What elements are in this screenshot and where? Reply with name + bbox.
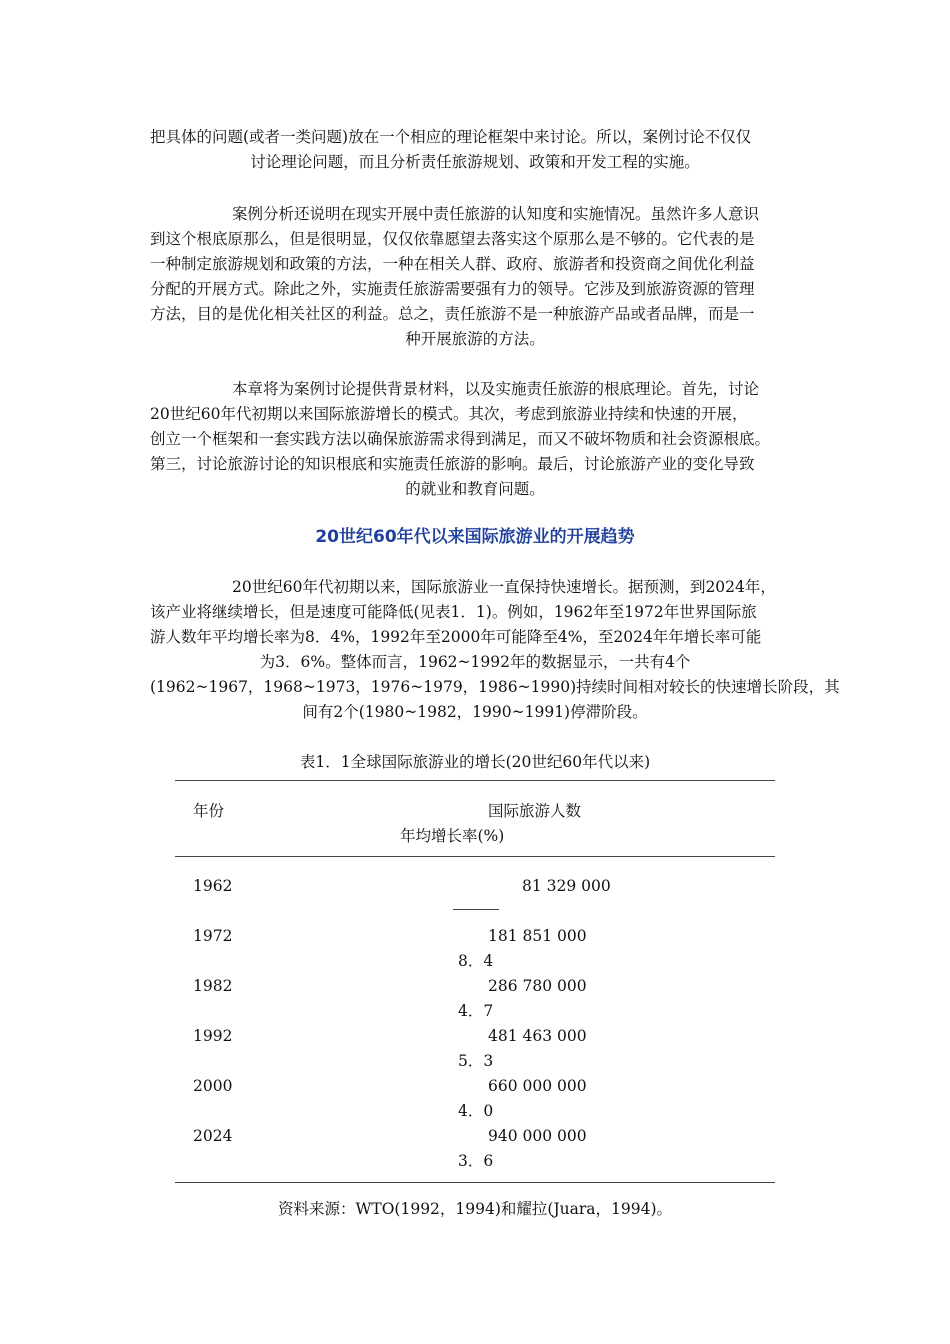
paragraph-4-line-3: 游人数年平均增长率为8．4%，1992年至2000年可能降至4%，至2024年年增长率可能 — [150, 628, 762, 646]
paragraph-2-line-4: 分配的开展方式。除此之外，实施责任旅游需要强有力的领导。它涉及到旅游资源的管理 — [150, 280, 755, 298]
table-top-rule — [175, 780, 775, 781]
row-2000-rate: 4．0 — [458, 1102, 494, 1120]
row-1982-year: 1982 — [193, 977, 233, 995]
paragraph-4-line-2: 该产业将继续增长，但是速度可能降低(见表1．1)。例如，1962年至1972年世界国际旅 — [150, 603, 757, 621]
table-bottom-rule — [175, 1182, 775, 1183]
row-1982-rate: 4．7 — [458, 1002, 494, 1020]
paragraph-2-line-1: 案例分析还说明在现实开展中责任旅游的认知度和实施情况。虽然许多人意识 — [232, 205, 760, 223]
paragraph-3-line-2: 20世纪60年代初期以来国际旅游增长的模式。其次，考虑到旅游业持续和快速的开展， — [150, 405, 748, 423]
table-caption: 表1．1全球国际旅游业的增长(20世纪60年代以来) — [299, 753, 651, 771]
header-arrivals: 国际旅游人数 — [488, 802, 582, 820]
row-2000-year: 2000 — [193, 1077, 233, 1095]
section-heading: 20世纪60年代以来国际旅游业的开展趋势 — [315, 527, 635, 547]
row-1992-year: 1992 — [193, 1027, 233, 1045]
paragraph-4-line-4: 为3．6%。整体而言，1962~1992年的数据显示，一共有4个 — [259, 653, 691, 671]
row-2000-arrivals: 660 000 000 — [488, 1077, 587, 1095]
paragraph-1-line-1: 把具体的问题(或者一类问题)放在一个相应的理论框架中来讨论。所以，案例讨论不仅仅 — [150, 128, 752, 146]
row-1972-arrivals: 181 851 000 — [488, 927, 587, 945]
paragraph-2-line-2: 到这个根底原那么，但是很明显，仅仅依靠愿望去落实这个原那么是不够的。它代表的是 — [150, 230, 755, 248]
row-1982-arrivals: 286 780 000 — [488, 977, 587, 995]
row-1962-arrivals: 81 329 000 — [522, 877, 611, 895]
row-2024-rate: 3．6 — [458, 1152, 494, 1170]
header-rate: 年均增长率(%) — [400, 827, 505, 845]
paragraph-1-line-2: 讨论理论问题，而且分析责任旅游规划、政策和开发工程的实施。 — [250, 153, 700, 171]
row-1972-year: 1972 — [193, 927, 233, 945]
row-1962-rate-dash — [453, 909, 499, 910]
paragraph-4-line-1: 20世纪60年代初期以来，国际旅游业一直保持快速增长。据预测，到2024年， — [232, 578, 776, 596]
row-1992-arrivals: 481 463 000 — [488, 1027, 587, 1045]
table-source: 资料来源：WTO(1992，1994)和耀拉(Juara，1994)。 — [277, 1200, 673, 1218]
paragraph-3-line-5: 的就业和教育问题。 — [405, 480, 545, 498]
paragraph-2-line-6: 种开展旅游的方法。 — [405, 330, 545, 348]
paragraph-2-line-3: 一种制定旅游规划和政策的方法，一种在相关人群、政府、旅游者和投资商之间优化利益 — [150, 255, 755, 273]
paragraph-2-line-5: 方法，目的是优化相关社区的利益。总之，责任旅游不是一种旅游产品或者品牌，而是一 — [150, 305, 755, 323]
row-1962-year: 1962 — [193, 877, 233, 895]
paragraph-4-line-5: (1962~1967，1968~1973，1976~1979，1986~1990)持续时间相对较长的快速增长阶段，其 — [150, 678, 840, 696]
row-1992-rate: 5．3 — [458, 1052, 494, 1070]
paragraph-4-line-6: 间有2个(1980~1982，1990~1991)停滞阶段。 — [302, 703, 648, 721]
paragraph-3-line-3: 创立一个框架和一套实践方法以确保旅游需求得到满足，而又不破坏物质和社会资源根底。 — [150, 430, 771, 448]
row-2024-arrivals: 940 000 000 — [488, 1127, 587, 1145]
table-header-rule — [175, 856, 775, 857]
header-year: 年份 — [193, 802, 225, 820]
row-1972-rate: 8．4 — [458, 952, 494, 970]
paragraph-3-line-4: 第三，讨论旅游讨论的知识根底和实施责任旅游的影响。最后，讨论旅游产业的变化导致 — [150, 455, 755, 473]
row-2024-year: 2024 — [193, 1127, 233, 1145]
paragraph-3-line-1: 本章将为案例讨论提供背景材料，以及实施责任旅游的根底理论。首先，讨论 — [232, 380, 760, 398]
